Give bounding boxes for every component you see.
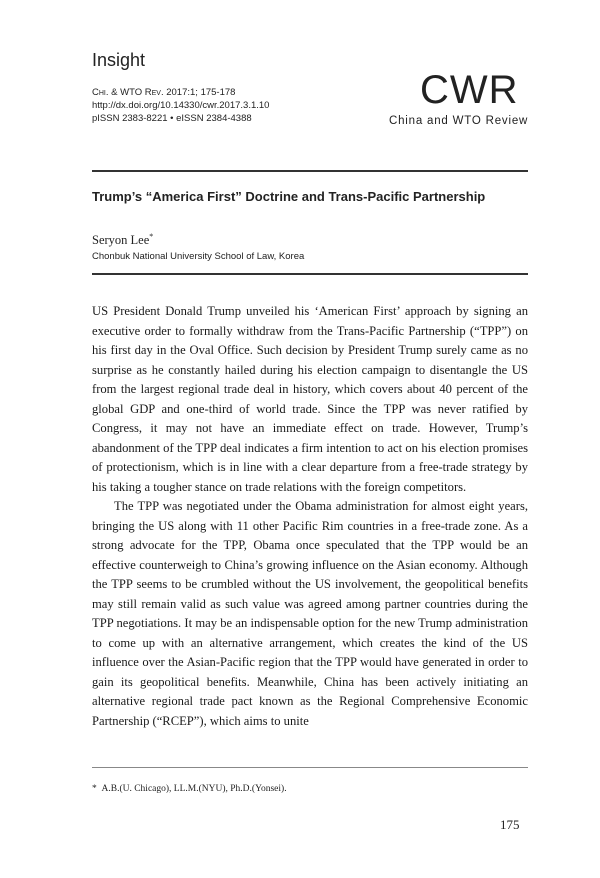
footnote-text: A.B.(U. Chicago), LL.M.(NYU), Ph.D.(Yonsei). [101, 784, 287, 794]
footnote-mark: * [92, 784, 97, 794]
issn-line: pISSN 2383-8221 • eISSN 2384-4388 [92, 113, 252, 124]
journal-abbrev: Chi. & WTO Rev. [92, 87, 164, 98]
paragraph: The TPP was negotiated under the Obama administration for almost eight years, bringing the US along with 11 other Pacific Rim countries in a free-trade zone. As a strong advocate for the TPP, Obama once speculated that the TPP would be an effective counterweigh to China’s growing influence on the Asian economy. Although the TPP seems to be crumbled without the US involvement, the geopolitical benefits may still remain valid as such value was agreed among partner countries during the TPP negotiations. It may be an indispensable option for the new Trump administration to come up with an alternative arrangement, which creates the kind of the US influence over the Asian-Pacific region that the TPP would have generated in order to gain its geopolitical benefits. Meanwhile, China has been actively initiating an alternative regional trade pact known as the Regional Comprehensive Economic Partnership (“RCEP”), which aims to unite [92, 499, 528, 728]
section-label: Insight [92, 50, 146, 70]
doi-link[interactable]: http://dx.doi.org/10.14330/cwr.2017.3.1.10 [92, 100, 270, 111]
paragraph: US President Donald Trump unveiled his ‘American First’ approach by signing an executive order to formally withdraw from the Trans-Pacific Partnership (“TPP”) on his first day in the Oval Office. Such decision by President Trump surely came as no surprise as he constantly hailed during his election campaign to disentangle the US from the largest regional trade deal in history, which covers about 40 percent of the global GDP and one-third of world trade. Since the TPP was never ratified by Congress, it may not have an immediate effect on trade. However, Trump’s abandonment of the TPP deal indicates a firm intention to act on his election promises of protectionism, which is in line with a clear departure from a free-trade strategy by his taking a tougher stance on trade relations with the foreign competitors. [92, 304, 528, 494]
article-body [92, 302, 528, 731]
header-divider [92, 170, 528, 172]
author-name [92, 232, 153, 248]
author-affiliation: Chonbuk National University School of Law, Korea [92, 251, 305, 262]
author-name-text: Seryon Lee [92, 233, 150, 248]
footnote [92, 784, 287, 794]
citation-block [92, 86, 269, 125]
journal-logo-subtitle: China and WTO Review [389, 115, 529, 127]
journal-logo: CWR [420, 68, 519, 112]
footnote-divider [92, 767, 528, 768]
author-footnote-mark: * [149, 232, 154, 241]
title-block-divider [92, 273, 528, 275]
journal-volume-pages: 2017:1; 175-178 [163, 87, 236, 98]
journal-citation [92, 86, 269, 99]
page-number: 175 [500, 817, 520, 832]
article-title: Trump’s “America First” Doctrine and Trans-Pacific Partnership [92, 189, 486, 204]
